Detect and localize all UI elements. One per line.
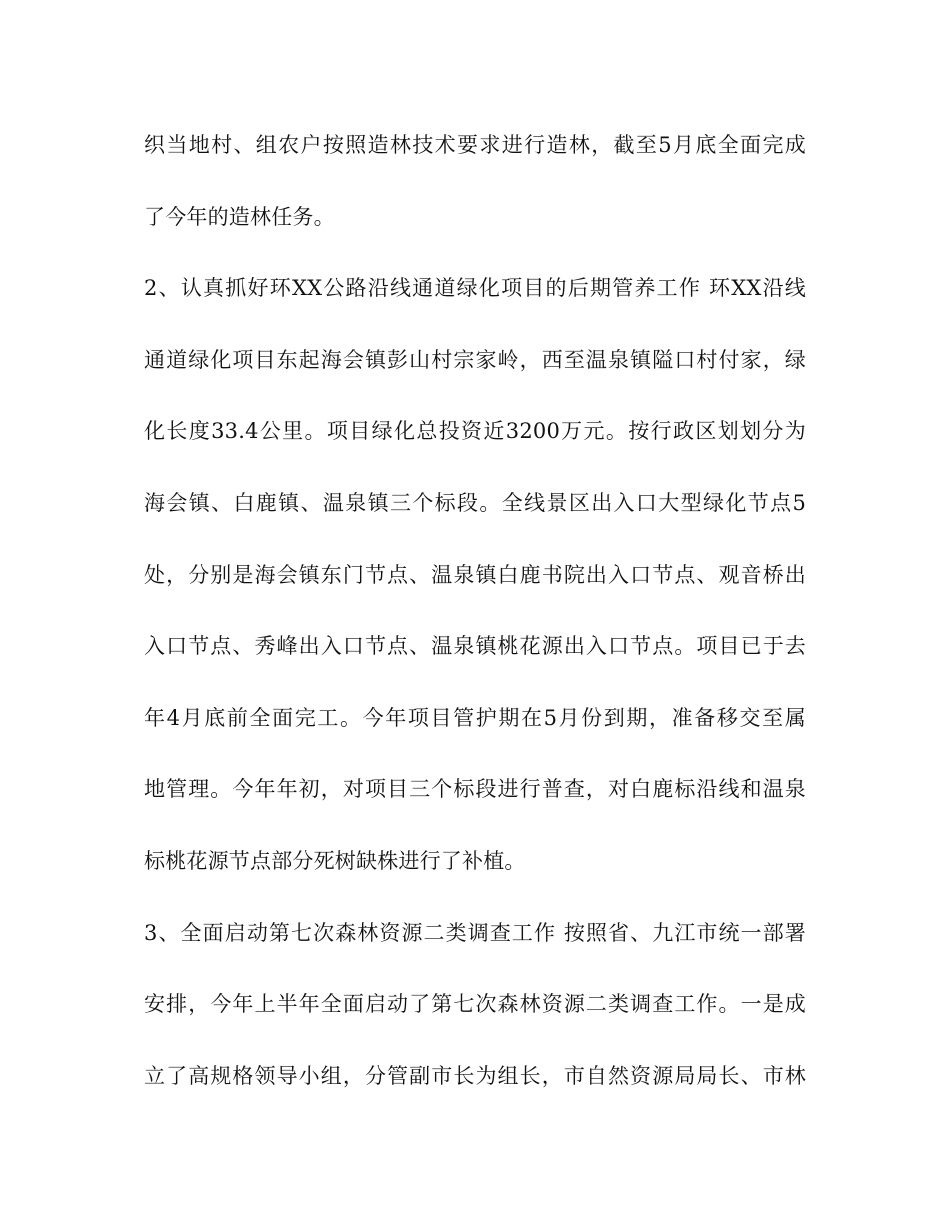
text-line: 入口节点、秀峰出入口节点、温泉镇桃花源出入口节点。项目已于去: [144, 634, 806, 659]
text-line: 化长度33.4公里。项目绿化总投资近3200万元。按行政区划划分为: [144, 419, 806, 444]
text-line: 织当地村、组农户按照造林技术要求进行造林，截至5月底全面完成: [144, 133, 806, 157]
text-line: 标桃花源节点部分死树缺株进行了补植。: [144, 848, 526, 873]
text-line: 了今年的造林任务。: [144, 204, 335, 229]
text-line: 处，分别是海会镇东门节点、温泉镇白鹿书院出入口节点、观音桥出: [144, 562, 806, 587]
text-line: 立了高规格领导小组，分管副市长为组长，市自然资源局局长、市林: [144, 1063, 806, 1088]
text-line: 3、全面启动第七次森林资源二类调查工作 按照省、九江市统一部署: [144, 920, 806, 945]
text-line: 年4月底前全面完工。今年项目管护期在5月份到期，准备移交至属: [144, 705, 806, 730]
text-line: 地管理。今年年初，对项目三个标段进行普查，对白鹿标沿线和温泉: [144, 777, 806, 802]
body-text: [144, 126, 806, 1128]
text-line: 安排，今年上半年全面启动了第七次森林资源二类调查工作。一是成: [144, 992, 806, 1017]
text-line: 2、认真抓好环XX公路沿线通道绿化项目的后期管养工作 环XX沿线: [144, 276, 807, 301]
text-line: 海会镇、白鹿镇、温泉镇三个标段。全线景区出入口大型绿化节点5: [144, 490, 806, 515]
text-line: 通道绿化项目东起海会镇彭山村宗家岭，西至温泉镇隘口村付家，绿: [144, 347, 806, 372]
